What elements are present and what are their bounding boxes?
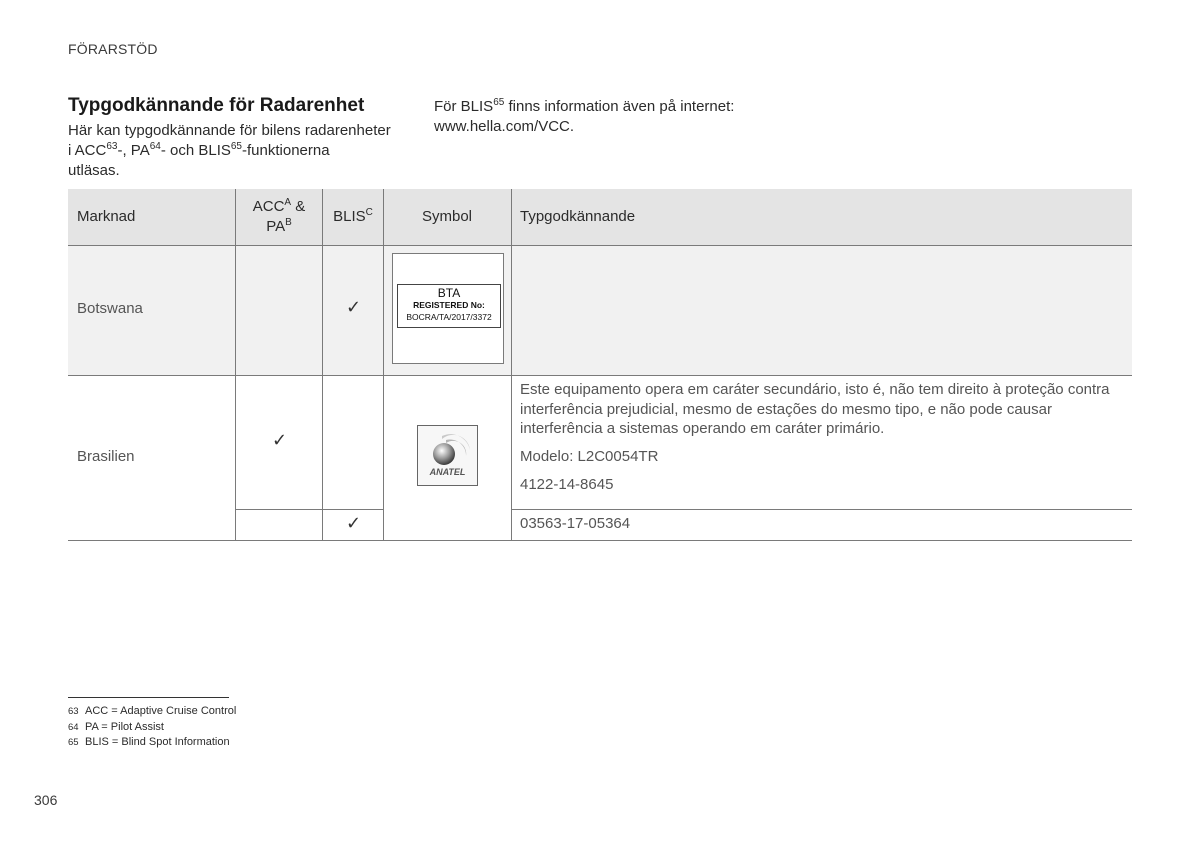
table-note-ref: A <box>284 197 292 208</box>
blis-info-text: För BLIS <box>434 98 494 115</box>
approval-text-line: interferência a sistemas operando em caráter primário. <box>520 420 885 437</box>
approval-code-2: 03563-17-05364 <box>520 515 631 532</box>
approval-text-brasilien <box>520 380 1125 439</box>
market-botswana: Botswana <box>77 300 143 317</box>
footnote-65 <box>68 735 236 751</box>
footnote-63 <box>68 704 236 720</box>
col-header-pa: PA <box>266 218 286 235</box>
footnotes <box>68 704 236 751</box>
footnote-divider <box>68 697 229 698</box>
column-divider <box>322 189 323 541</box>
approval-table <box>68 189 1132 541</box>
intro-text: -, PA <box>117 142 150 159</box>
row-divider <box>68 375 1132 376</box>
intro-line-3: utläsas. <box>68 162 120 179</box>
col-header-market <box>68 189 235 245</box>
row-divider <box>511 509 1132 510</box>
footnote-number: 65 <box>68 737 79 748</box>
footnote-ref: 65 <box>493 97 505 108</box>
market-brasilien: Brasilien <box>77 448 135 465</box>
intro-text: -funktionerna <box>242 142 330 159</box>
row-divider <box>235 509 383 510</box>
intro-paragraph <box>68 121 413 181</box>
approval-model: Modelo: L2C0054TR <box>520 448 659 465</box>
footnote-number: 63 <box>68 706 79 717</box>
bta-label <box>397 284 501 328</box>
col-header-blis-label <box>333 207 373 227</box>
intro-line-2 <box>68 141 413 161</box>
col-header-blis-text: BLIS <box>333 208 366 225</box>
bta-symbol <box>392 253 504 364</box>
col-header-blis <box>323 189 383 245</box>
footnote-64 <box>68 720 236 736</box>
anatel-logo-text: ANATEL <box>429 467 466 477</box>
row-divider <box>68 245 1132 246</box>
table-note-ref: B <box>285 217 292 228</box>
col-header-market-label: Marknad <box>77 208 136 225</box>
footnote-text: ACC = Adaptive Cruise Control <box>85 705 237 717</box>
col-header-approval <box>511 189 1132 245</box>
col-header-acc: ACC <box>252 198 285 215</box>
table-row-botswana <box>68 246 1132 375</box>
intro-line-1: Här kan typgodkännande för bilens radarenheter <box>68 122 391 139</box>
approval-code-1: 4122-14-8645 <box>520 476 614 493</box>
col-header-symbol <box>383 189 511 245</box>
column-divider <box>383 189 384 541</box>
bta-label-line-1: BTA <box>437 286 461 300</box>
approval-text-line: interferência prejudicial, mesmo de estações do mesmo tipo, e não pode causar <box>520 400 1052 418</box>
table-note-ref: C <box>365 207 373 218</box>
footnote-ref: 63 <box>106 141 118 152</box>
bta-label-line-2: REGISTERED No: <box>413 300 485 310</box>
check-mark-botswana-blis: ✓ <box>346 297 362 318</box>
check-mark-brasilien-acc: ✓ <box>272 430 288 451</box>
col-header-amp: & <box>291 198 306 215</box>
col-header-acc-pa-label <box>253 197 306 237</box>
col-header-approval-label: Typgodkännande <box>520 208 636 225</box>
column-divider <box>511 189 512 541</box>
approval-text-line: Este equipamento opera em caráter secundário, isto é, não tem direito à proteção contra <box>520 381 1110 398</box>
intro-text: - och BLIS <box>160 142 231 159</box>
intro-text: i ACC <box>68 142 107 159</box>
footnote-text: PA = Pilot Assist <box>85 720 164 733</box>
blis-info <box>434 97 794 137</box>
section-header: FÖRARSTÖD <box>68 41 158 57</box>
check-mark-brasilien-blis: ✓ <box>346 513 362 534</box>
footnote-ref: 65 <box>230 141 242 152</box>
row-divider <box>68 540 1132 541</box>
page-number: 306 <box>34 792 58 808</box>
column-divider <box>235 189 236 541</box>
footnote-ref: 64 <box>149 141 161 152</box>
blis-info-text: finns information även på internet: <box>504 98 735 115</box>
page-title: Typgodkännande för Radarenhet <box>68 95 365 116</box>
footnote-number: 64 <box>68 721 79 733</box>
col-header-acc-pa <box>235 189 323 245</box>
col-header-symbol-label: Symbol <box>421 208 473 225</box>
footnote-text: BLIS = Blind Spot Information <box>85 736 230 748</box>
anatel-logo <box>417 425 478 486</box>
bta-label-line-3: BOCRA/TA/2017/3372 <box>406 312 492 322</box>
hella-link[interactable]: www.hella.com/VCC. <box>434 118 575 135</box>
blis-info-line <box>434 97 794 117</box>
